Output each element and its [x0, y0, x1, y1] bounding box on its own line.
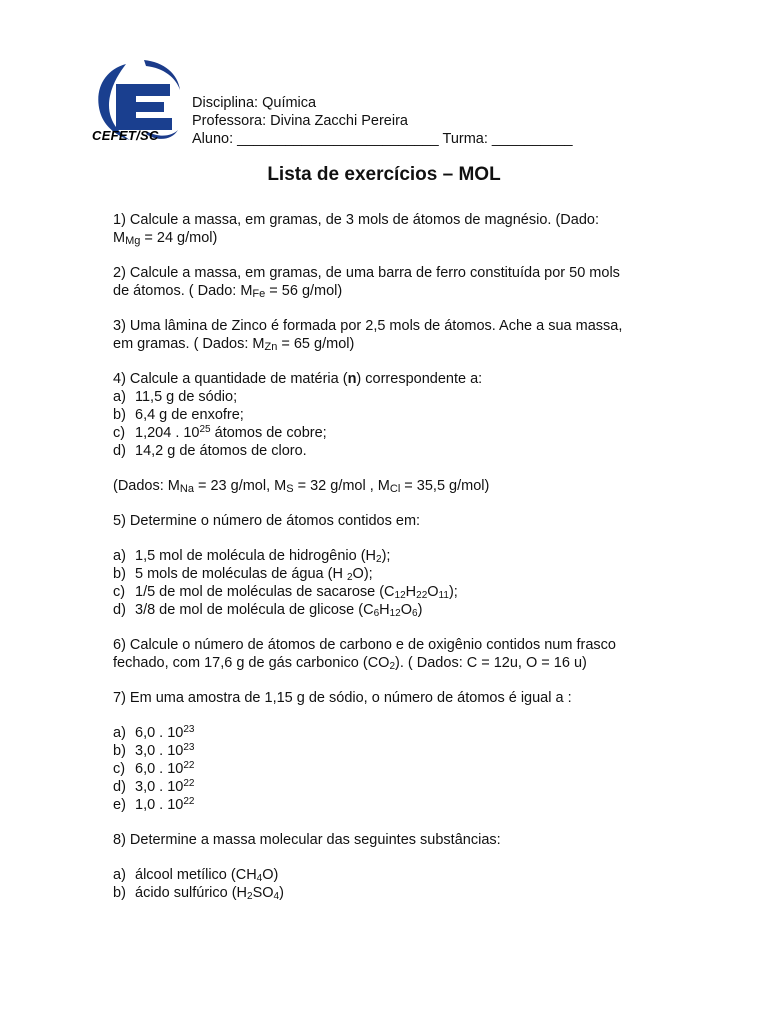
question-4-item-a: a) 11,5 g de sódio; [113, 389, 238, 405]
question-5-item-b: b) 5 mols de moléculas de água (H $_2$O); [113, 566, 373, 583]
question-4-text: 4) Calcule a quantidade de matéria (n) correspondente a: [113, 371, 483, 387]
question-2-data: de átomos. ( Dado: $M_{Fe} = 56$ g/mol) [113, 283, 343, 300]
page-title: Lista de exercícios – MOL [267, 164, 501, 185]
question-6-text: 6) Calcule o número de átomos de carbono e de oxigênio contidos num frasco [113, 637, 616, 653]
question-8-items [113, 866, 673, 902]
question-2-text: 2) Calcule a massa, em gramas, de uma barra de ferro constituída por 50 mols [113, 265, 620, 281]
document-header [192, 94, 573, 148]
student-line: Aluno: _________________________ Turma: __________ [192, 131, 573, 147]
question-3-text: 3) Uma lâmina de Zinco é formada por 2,5 mols de átomos. Ache a sua massa, [113, 318, 623, 334]
question-7-options [113, 724, 673, 814]
logo-e-shape [116, 84, 172, 130]
teacher-line: Professora: Divina Zacchi Pereira [192, 113, 408, 129]
question-7-option-e: e) 1,0 . $10^{22}$ [113, 796, 195, 813]
question-7-option-d: d) 3,0 . $10^{22}$ [113, 778, 195, 795]
discipline-line: Disciplina: Química [192, 95, 317, 111]
question-1-text: 1) Calcule a massa, em gramas, de 3 mols de átomos de magnésio. (Dado: [113, 212, 599, 228]
question-3-data: em gramas. ( Dados: $M_{Zn} = 65$ g/mol) [113, 336, 355, 353]
question-8-item-b: b) ácido sulfúrico $(H_2SO_4)$ [113, 885, 284, 902]
exercise-list [113, 211, 673, 902]
question-4-item-d: d) 14,2 g de átomos de cloro. [113, 443, 307, 459]
question-1 [113, 211, 673, 247]
question-5-item-a: a) 1,5 mol de molécula de hidrogênio $(H_2)$; [113, 548, 391, 565]
logo-text: CEFET/SC [92, 128, 159, 143]
question-1-data: $M_{Mg} = 24$ g/mol) [113, 230, 218, 247]
question-7-option-a: a) 6,0 . $10^{23}$ [113, 724, 195, 741]
question-7-option-c: c) 6,0 . $10^{22}$ [113, 760, 195, 777]
question-8-item-a: a) álcool metílico $(CH_4O)$ [113, 867, 279, 884]
question-4-item-b: b) 6,4 g de enxofre; [113, 407, 244, 423]
question-4 [113, 370, 673, 460]
question-4-item-c: c) 1,204 . $10^{25}$ átomos de cobre; [113, 424, 327, 441]
question-6 [113, 636, 673, 672]
question-7-text: 7) Em uma amostra de 1,15 g de sódio, o número de átomos é igual a : [113, 690, 572, 706]
question-5-item-d: d) 3/8 de mol de molécula de glicose $(C_6H_{12}O_6)$ [113, 602, 423, 619]
question-4-data: (Dados: $M_{Na} = 23$ g/mol, $M_S = 32$ g/mol , $M_{Cl} = 35,5$ g/mol) [113, 478, 490, 495]
question-8-text: 8) Determine a massa molecular das seguintes substâncias: [113, 832, 501, 848]
question-6-data: fechado, com 17,6 g de gás carbonico $(CO_2)$. ( Dados: C = 12u, O = 16 u) [113, 655, 587, 672]
question-2 [113, 264, 673, 300]
question-5-items [113, 547, 673, 619]
question-5-item-c: c) 1/5 de mol de moléculas de sacarose $(C_{12}H_{22}O_{11})$; [113, 584, 458, 601]
question-7-option-b: b) 3,0 . $10^{23}$ [113, 742, 195, 759]
question-5-text: 5) Determine o número de átomos contidos em: [113, 513, 421, 529]
question-3 [113, 317, 673, 353]
